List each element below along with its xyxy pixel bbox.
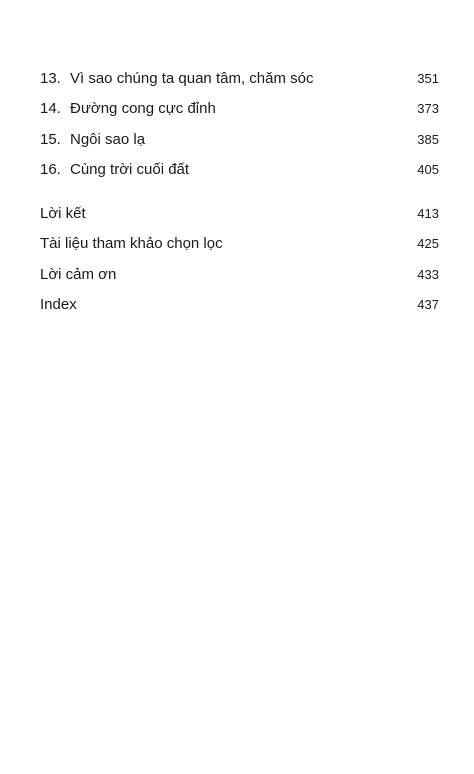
page-number: 405 (417, 162, 439, 177)
chapter-title: Cùng trời cuối đất (70, 161, 190, 178)
page-number: 373 (417, 101, 439, 116)
section-title: Lời cảm ơn (40, 266, 117, 283)
page-number: 425 (417, 236, 439, 251)
page-number: 437 (417, 297, 439, 312)
toc-entry-acknowledgements[interactable] (40, 264, 439, 286)
toc-entry-references[interactable] (40, 233, 439, 255)
toc-entry-chapter-16[interactable] (40, 159, 439, 181)
chapter-title: Đường cong cực đỉnh (70, 100, 216, 117)
chapter-number: 16. (40, 161, 61, 178)
toc-entry-index[interactable] (40, 294, 439, 316)
toc-entry-chapter-13[interactable] (40, 68, 439, 90)
page-number: 433 (417, 267, 439, 282)
chapter-number: 14. (40, 100, 61, 117)
section-title: Index (40, 296, 77, 313)
toc-entry-loi-ket[interactable] (40, 203, 439, 225)
toc-entry-chapter-14[interactable] (40, 98, 439, 120)
section-title: Lời kết (40, 205, 86, 222)
chapter-title: Vì sao chúng ta quan tâm, chăm sóc (70, 70, 314, 87)
page-number: 413 (417, 206, 439, 221)
section-title: Tài liệu tham khảo chọn lọc (40, 235, 223, 252)
chapter-number: 13. (40, 70, 61, 87)
chapter-title: Ngôi sao lạ (70, 131, 146, 148)
page-number: 351 (417, 71, 439, 86)
toc-entry-chapter-15[interactable] (40, 129, 439, 151)
page-number: 385 (417, 132, 439, 147)
chapter-number: 15. (40, 131, 61, 148)
